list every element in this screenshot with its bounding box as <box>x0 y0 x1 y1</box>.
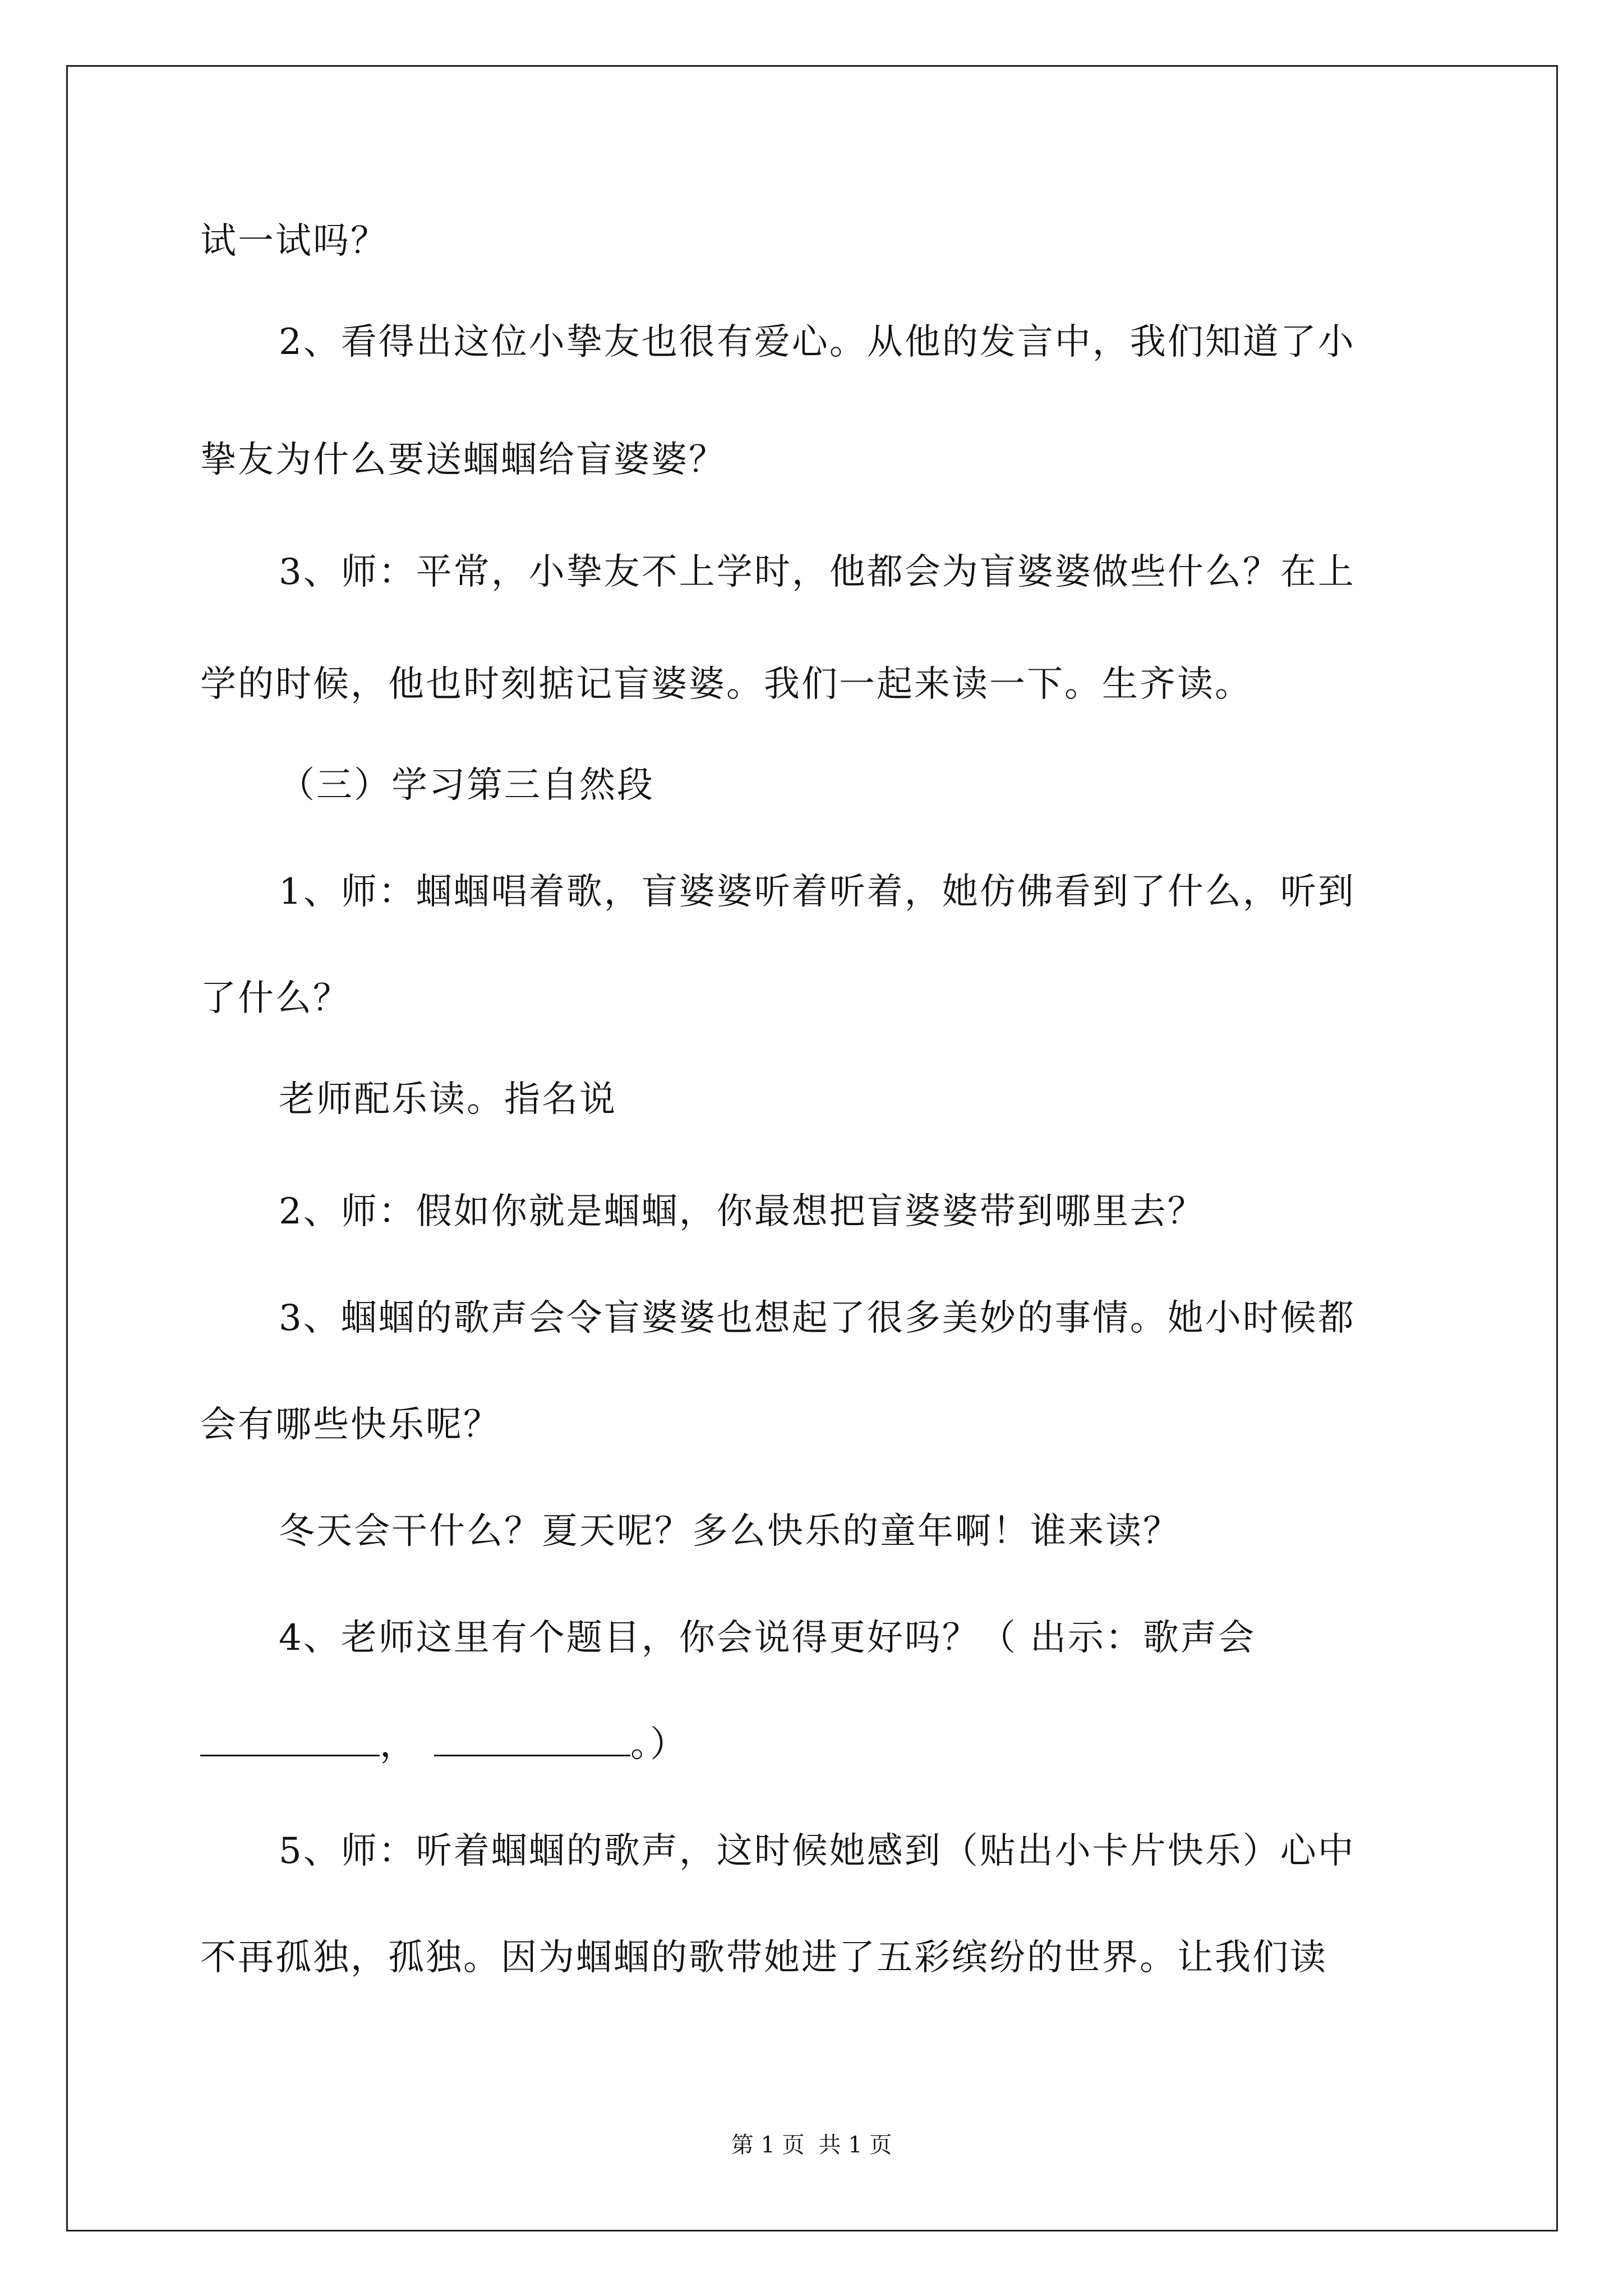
page-total: 共 1 页 <box>818 2132 892 2158</box>
fill-blank-2 <box>434 1723 630 1756</box>
text-line-1: 试一试吗？ <box>200 220 388 262</box>
fill-blank-1 <box>200 1723 380 1756</box>
text-line-14: 4、老师这里有个题目，你会说得更好吗？（ 出示：歌声会 <box>279 1617 1256 1659</box>
text-line-10: 2、师：假如你就是蝈蝈，你最想把盲婆婆带到哪里去？ <box>279 1191 1205 1232</box>
page-footer <box>0 2132 1623 2159</box>
text-line-11: 3、蝈蝈的歌声会令盲婆婆也想起了很多美妙的事情。她小时候都 <box>279 1297 1355 1339</box>
fill-comma: ， <box>380 1724 417 1765</box>
text-line-16: 5、师：听着蝈蝈的歌声，这时候她感到（贴出小卡片快乐）心中 <box>279 1830 1355 1872</box>
text-line-17: 不再孤独，孤独。因为蝈蝈的歌带她进了五彩缤纷的世界。让我们读 <box>200 1937 1327 1978</box>
fill-in-line <box>200 1722 688 1767</box>
text-line-12: 会有哪些快乐呢？ <box>200 1404 501 1446</box>
text-line-9: 老师配乐读。指名说 <box>279 1079 617 1120</box>
page-border <box>66 65 1558 2231</box>
text-line-13: 冬天会干什么？夏天呢？多么快乐的童年啊！谁来读？ <box>279 1511 1181 1552</box>
text-line-8: 了什么？ <box>200 978 351 1019</box>
text-line-7: 1、师：蝈蝈唱着歌，盲婆婆听着听着，她仿佛看到了什么，听到 <box>279 871 1355 913</box>
text-line-3: 挚友为什么要送蝈蝈给盲婆婆？ <box>200 439 726 481</box>
text-line-5: 学的时候，他也时刻掂记盲婆婆。我们一起来读一下。生齐读。 <box>200 664 1252 705</box>
fill-close: 。） <box>630 1724 688 1765</box>
section-heading: （三）学习第三自然段 <box>279 765 654 806</box>
page-number: 第 1 页 <box>731 2132 805 2158</box>
text-line-2: 2、看得出这位小挚友也很有爱心。从他的发言中，我们知道了小 <box>279 321 1355 363</box>
text-line-4: 3、师：平常，小挚友不上学时，他都会为盲婆婆做些什么？在上 <box>279 551 1355 593</box>
